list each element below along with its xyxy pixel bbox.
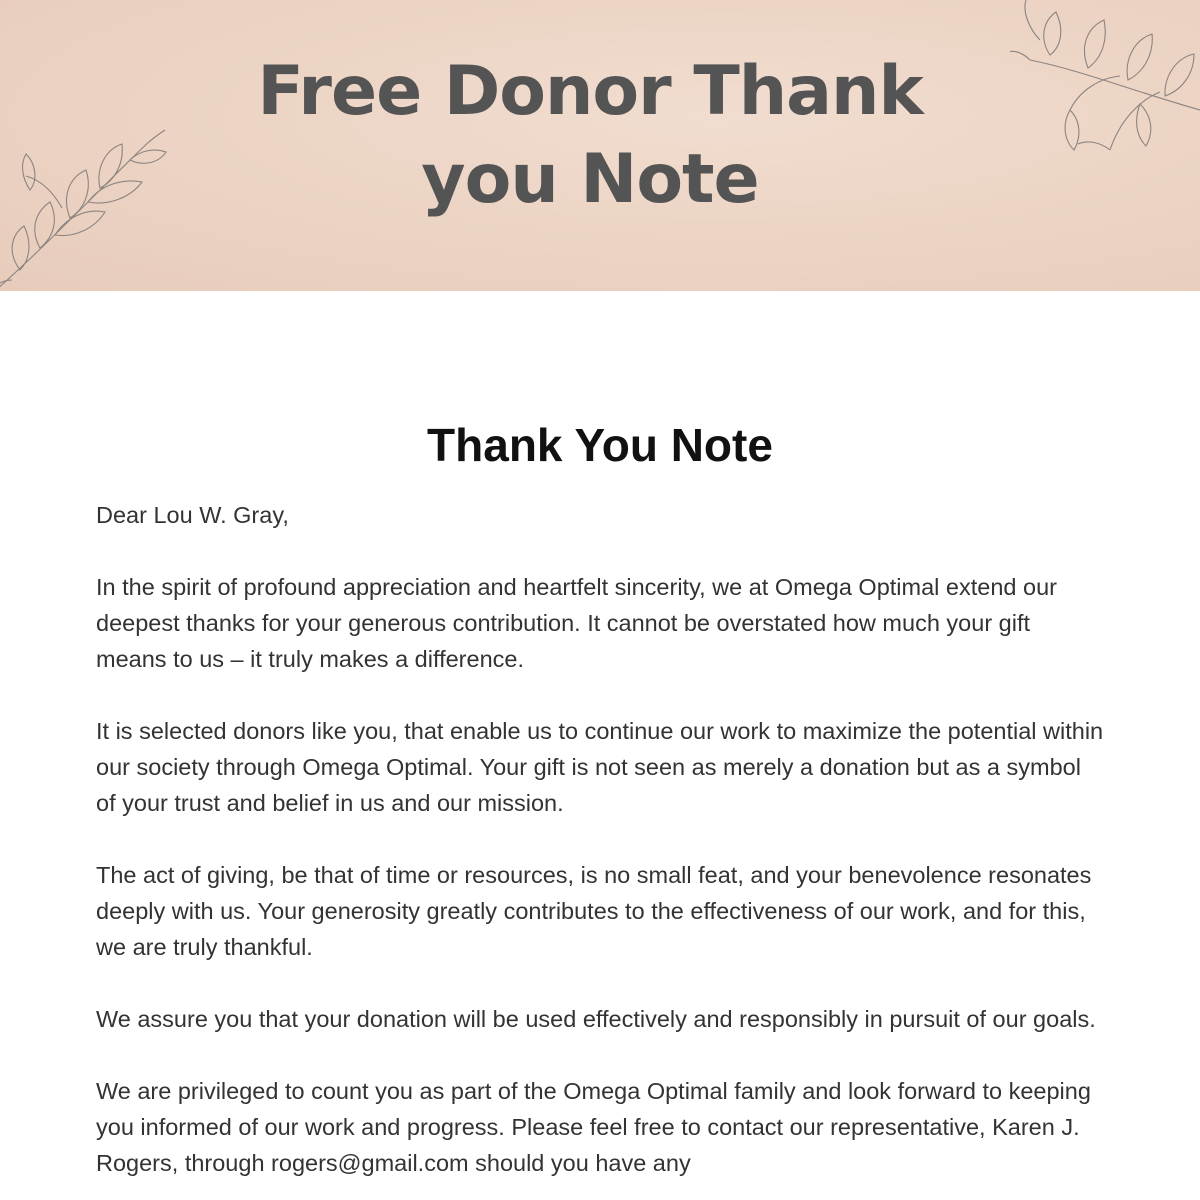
paragraph-1: In the spirit of profound appreciation and heartfelt sincerity, we at Omega Optimal extend our deepest thanks for your generous contribution. It cannot be overstated how much your gift means to us – it truly makes a difference. [96, 574, 1057, 672]
salutation: Dear Lou W. Gray, [96, 502, 289, 528]
letter-body [96, 497, 1106, 1200]
leaf-branch-left-icon [0, 120, 170, 291]
document-heading: Thank You Note [427, 419, 773, 471]
banner-title: Free Donor Thank you Note [257, 52, 923, 219]
paragraph-4: We assure you that your donation will be used effectively and responsibly in pursuit of our goals. [96, 1006, 1096, 1032]
leaf-branch-right-icon [1010, 0, 1200, 160]
paragraph-5: We are privileged to count you as part of the Omega Optimal family and look forward to keeping you informed of our work and progress. Please feel free to contact our representative, Karen J. Rogers, through rogers@gmail.com should you have any [96, 1078, 1091, 1176]
paragraph-2: It is selected donors like you, that enable us to continue our work to maximize the potential within our society through Omega Optimal. Your gift is not seen as merely a donation but as a symbol of your trust and belief in us and our mission. [96, 718, 1104, 816]
header-banner [0, 0, 1200, 291]
paragraph-3: The act of giving, be that of time or resources, is no small feat, and your benevolence resonates deeply with us. Your generosity greatly contributes to the effectiveness of our work, and for this, we are truly thankful. [96, 862, 1092, 960]
